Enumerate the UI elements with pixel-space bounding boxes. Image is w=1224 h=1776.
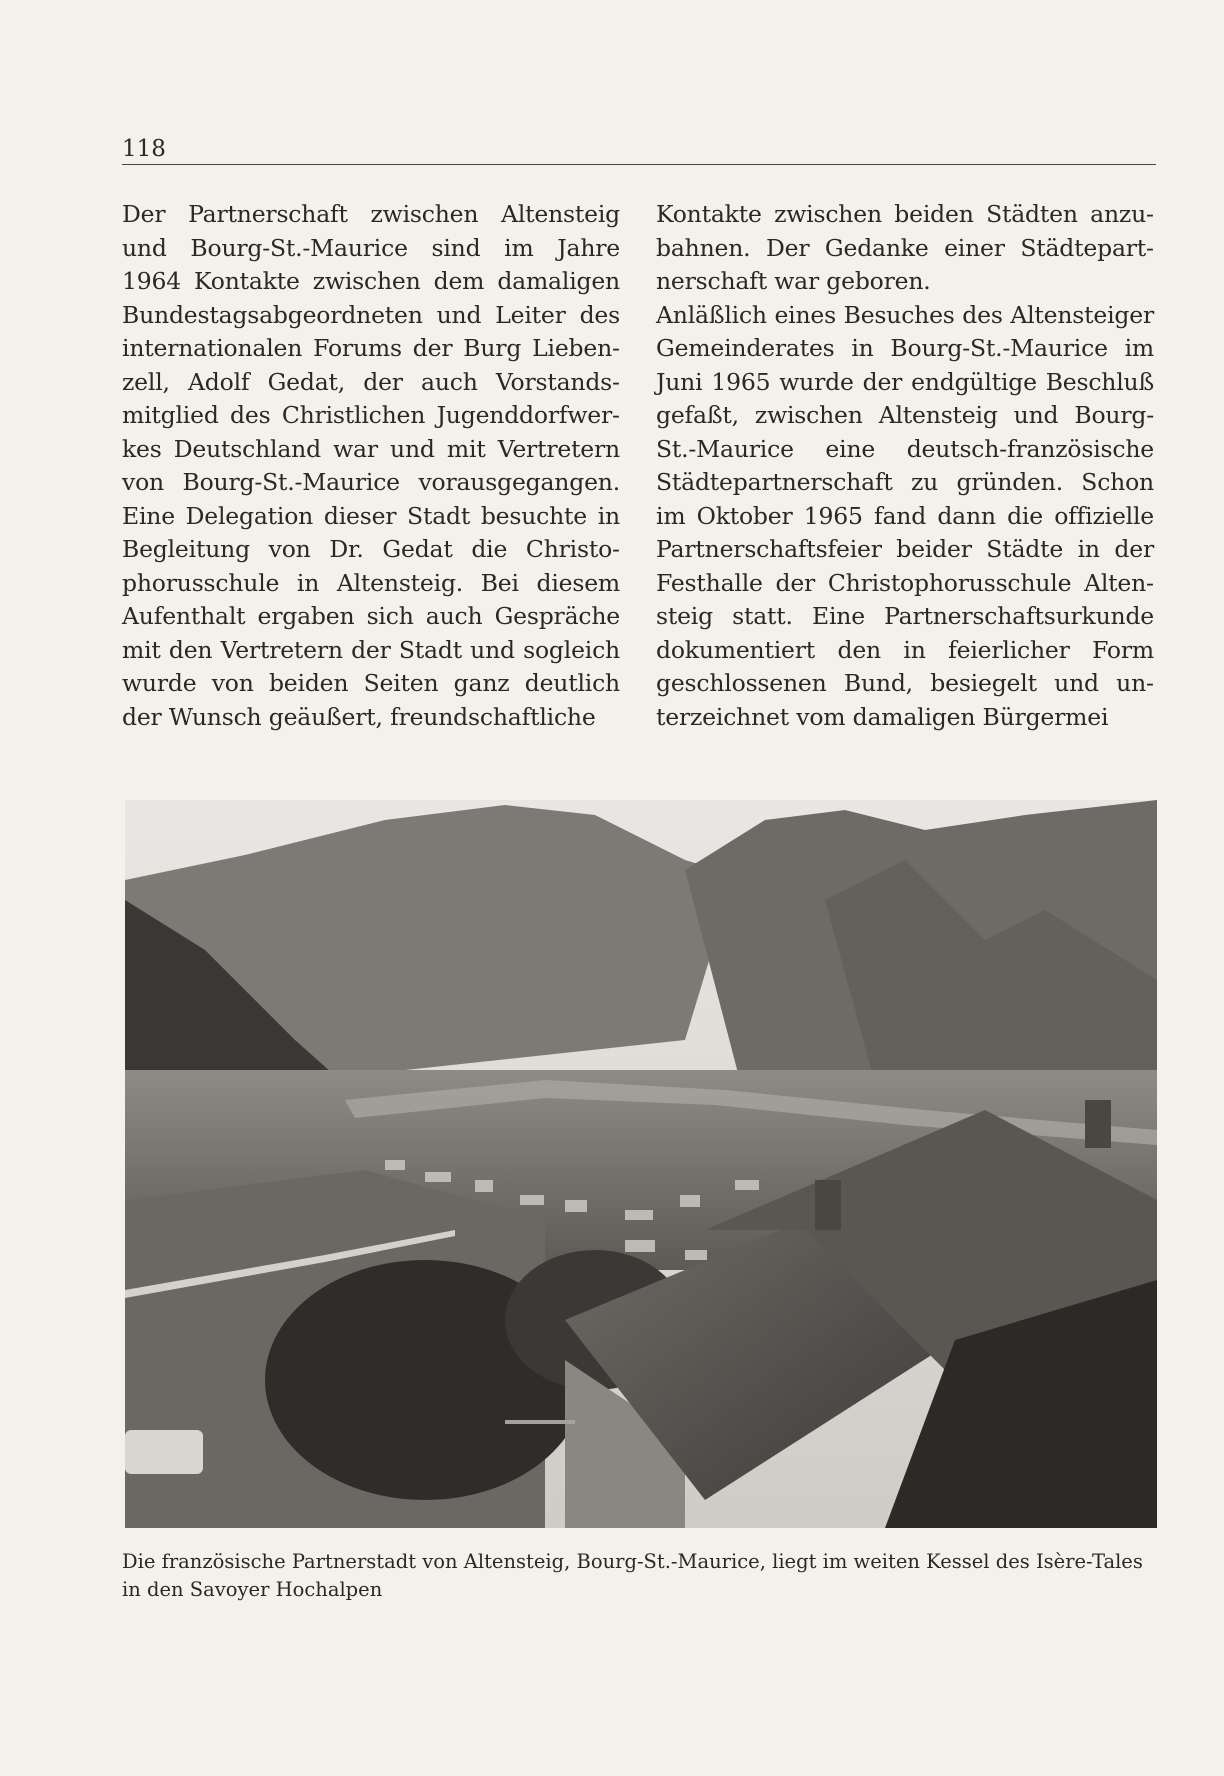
valley-photograph xyxy=(125,800,1157,1528)
header-rule xyxy=(122,164,1156,165)
chimney xyxy=(815,1180,841,1230)
fence xyxy=(505,1420,575,1424)
body-paragraph: Anläßlich eines Besuches des Altensteiger Gemeinderates in Bourg-St.-Maurice im Juni 1965 wurde der endgültige Beschluß gefaßt, zwischen Altensteig und Bourg-St.-Maurice eine deutsch-französische Städtepartnerschaft zu gründen. Schon im Oktober 1965 fand dann die offizielle Partnerschaftsfeier beider Städte in der Festhalle der Christophorusschule Altensteig statt. Eine Partnerschaftsurkunde dokumentiert den in feierlicher Form geschlossenen Bund, besiegelt und unterzeichnet vom damaligen Bürgermei xyxy=(656,300,1154,731)
figure-caption: Die französische Partnerstadt von Altensteig, Bourg-St.-Maurice, liegt im weiten Kessel des Isère-Tales in den Savoyer Hochalpen xyxy=(122,1550,1143,1601)
page-number: 118 xyxy=(122,136,166,162)
parked-car xyxy=(125,1430,203,1474)
text-column-left xyxy=(122,198,620,734)
text-column-right xyxy=(656,198,1154,734)
chimney xyxy=(1085,1100,1111,1148)
body-paragraph: Der Partnerschaft zwischen Altensteig und Bourg-St.-Maurice sind im Jahre 1964 Kontakte zwischen dem damaligen Bundestagsabgeordneten und Leiter des internationalen Forums der Burg Liebenzell, Adolf Gedat, der auch Vorstandsmitglied des Christlichen Jugenddorfwerkes Deutschland war und mit Vertretern von Bourg-St.-Maurice vorausgegangen. Eine Delegation dieser Stadt besuchte in Begleitung von Dr. Gedat die Christophorusschule in Altensteig. Bei diesem Aufenthalt ergaben sich auch Gespräche mit den Vertretern der Stadt und sogleich wurde von beiden Seiten ganz deutlich der Wunsch geäußert, freundschaftliche xyxy=(122,200,620,731)
body-paragraph: Kontakte zwischen beiden Städten anzubahnen. Der Gedanke einer Städtepartnerschaft war geboren. xyxy=(656,200,1154,295)
